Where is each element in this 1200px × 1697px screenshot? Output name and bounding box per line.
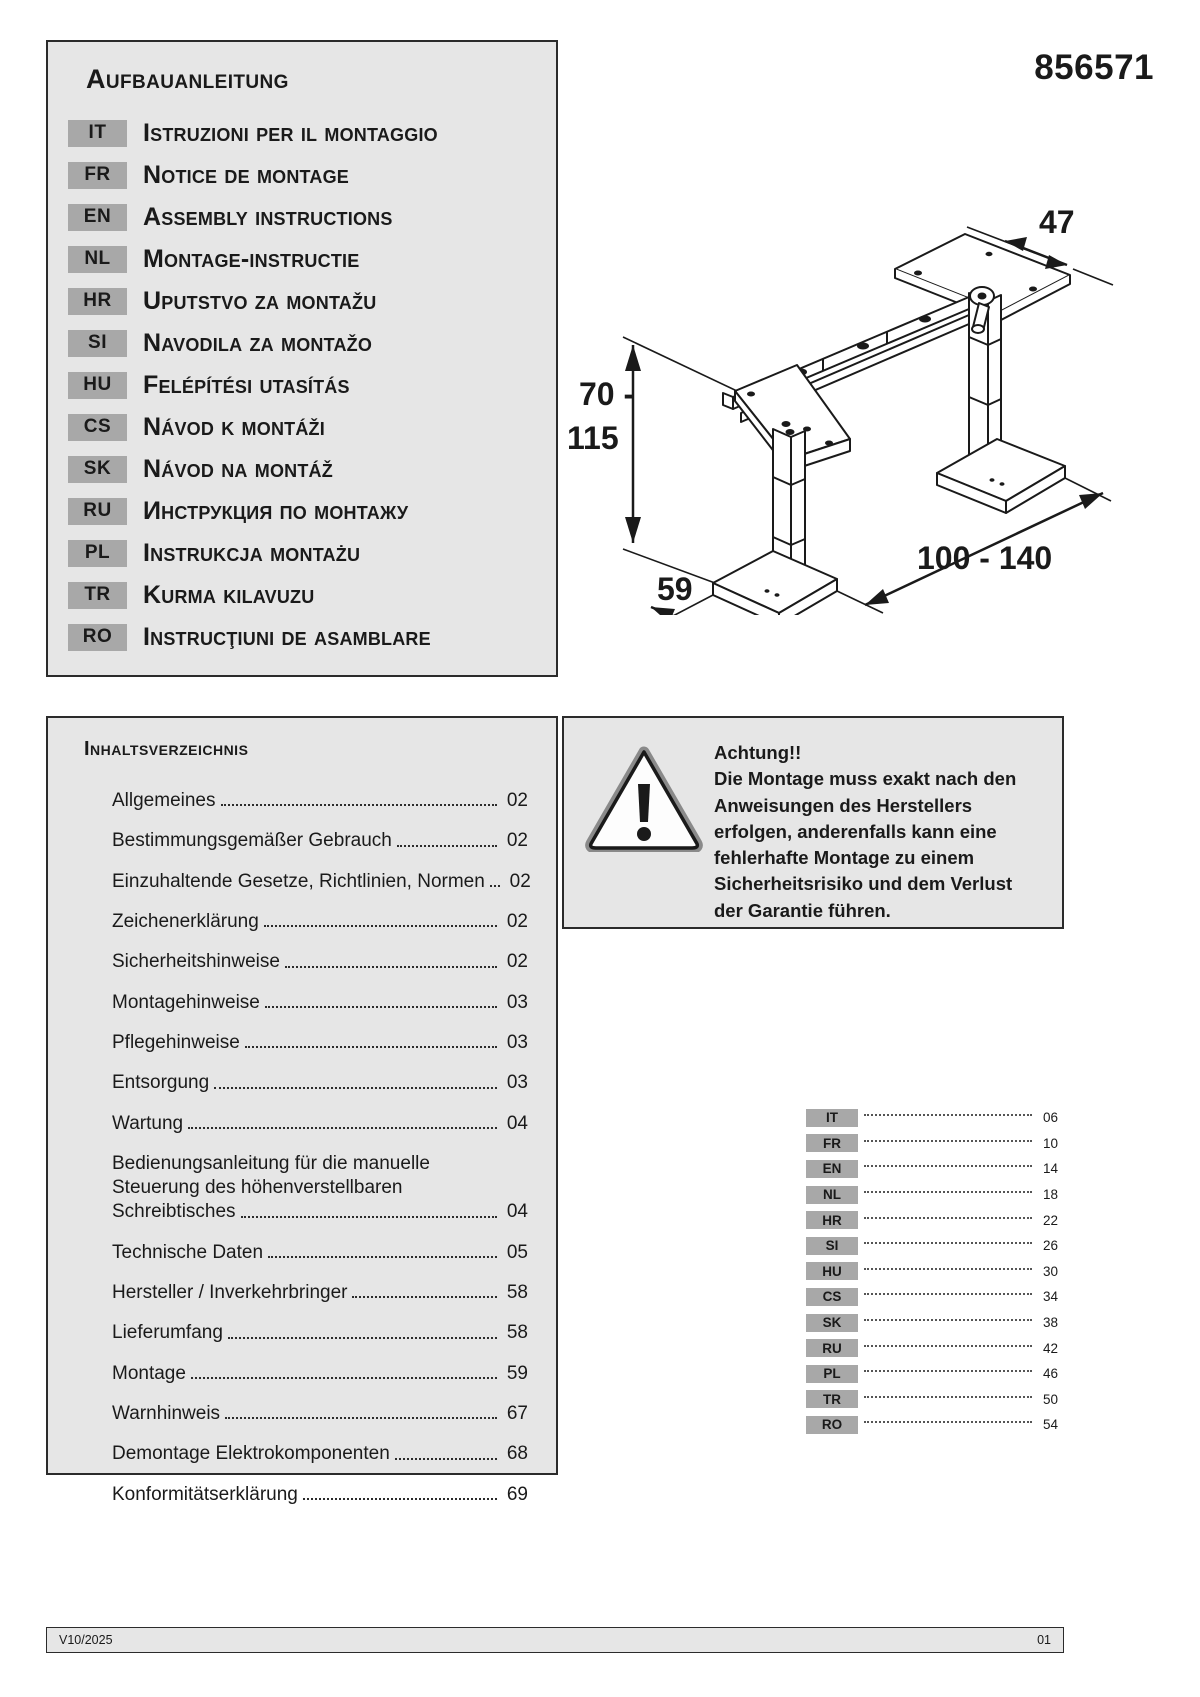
toc-item-page: 05 [506, 1241, 528, 1263]
language-title: Montage-instructie [143, 244, 360, 273]
language-index-leader-dots [864, 1140, 1032, 1142]
dimension-foot-depth: 59 [657, 571, 693, 607]
toc-item-label: Zeichenerklärung [112, 910, 259, 932]
toc-item[interactable] [112, 789, 528, 813]
warning-line-3: erfolgen, anderenfalls kann eine [714, 820, 997, 842]
language-row [68, 490, 536, 532]
language-index-leader-dots [864, 1370, 1032, 1372]
toc-item-label: Entsorgung [112, 1072, 210, 1094]
warning-panel [562, 716, 1064, 929]
toc-item[interactable] [112, 1241, 528, 1265]
language-index-leader-dots [864, 1217, 1032, 1219]
toc-item-label: Montagehinweise [112, 991, 260, 1013]
toc-item-label: Demontage Elektrokomponenten [112, 1443, 390, 1465]
header-panel [46, 40, 558, 677]
language-index-row[interactable] [806, 1182, 1058, 1208]
toc-item-label: Bestimmungsgemäßer Gebrauch [112, 830, 392, 852]
toc-leader-dots [285, 966, 497, 968]
language-index-row[interactable] [806, 1361, 1058, 1387]
toc-leader-dots [241, 1216, 497, 1218]
document-version: V10/2025 [59, 1633, 113, 1647]
toc-item[interactable] [112, 910, 528, 934]
toc-title: Inhaltsverzeichnis [84, 738, 249, 760]
table-of-contents-panel [46, 716, 558, 1505]
language-index-code-badge: HR [806, 1211, 858, 1229]
desk-frame-drawing [565, 185, 1165, 615]
language-index-page: 22 [1042, 1212, 1058, 1228]
warning-line-1: Die Montage muss exakt nach den [714, 768, 1017, 790]
language-index-page: 26 [1042, 1238, 1058, 1254]
language-title: Instrukcja montażu [143, 538, 361, 567]
toc-item-page: 02 [506, 951, 528, 973]
language-index-row[interactable] [806, 1233, 1058, 1259]
toc-item[interactable] [112, 1152, 528, 1225]
language-index-page: 50 [1042, 1391, 1058, 1407]
language-code-badge: HR [68, 288, 127, 315]
language-index-code-badge: HU [806, 1262, 858, 1280]
language-index-page: 38 [1042, 1315, 1058, 1331]
language-index-row[interactable] [806, 1310, 1058, 1336]
language-row [68, 448, 536, 490]
language-index-leader-dots [864, 1242, 1032, 1244]
language-index-page: 46 [1042, 1366, 1058, 1382]
language-index-code-badge: FR [806, 1134, 858, 1152]
toc-item-label: Lieferumfang [112, 1322, 223, 1344]
page-title: Aufbauanleitung [86, 64, 289, 94]
toc-leader-dots [191, 1377, 497, 1379]
toc-item-label: Wartung [112, 1112, 184, 1134]
toc-item-page: 02 [506, 910, 528, 932]
language-row [68, 532, 536, 574]
page-number: 01 [1037, 1633, 1051, 1647]
toc-item[interactable] [112, 1483, 528, 1507]
toc-leader-dots [188, 1127, 497, 1129]
language-title: Felépítési utasítás [143, 370, 350, 399]
toc-item[interactable] [112, 829, 528, 853]
toc-leader-dots [265, 1006, 497, 1008]
language-code-badge: NL [68, 246, 127, 273]
toc-item-page: 58 [506, 1282, 528, 1304]
language-code-badge: TR [68, 582, 127, 609]
warning-text [714, 736, 1016, 924]
toc-item-label: Pflegehinweise [112, 1031, 240, 1053]
language-code-badge: CS [68, 414, 127, 441]
toc-leader-dots [352, 1296, 497, 1298]
toc-leader-dots [221, 804, 498, 806]
warning-line-2: Anweisungen des Herstellers [714, 794, 973, 816]
warning-line-6: der Garantie führen. [714, 899, 891, 921]
language-code-badge: PL [68, 540, 127, 567]
toc-item-page: 03 [506, 991, 528, 1013]
toc-item-label: Warnhinweis [112, 1403, 221, 1424]
language-index-code-badge: PL [806, 1365, 858, 1383]
toc-item-label: Sicherheitshinweise [112, 951, 280, 973]
language-index-leader-dots [864, 1191, 1032, 1193]
language-code-badge: HU [68, 372, 127, 399]
language-index-leader-dots [864, 1268, 1032, 1270]
toc-leader-dots [214, 1087, 497, 1089]
toc-item-page: 02 [509, 870, 531, 892]
language-title: Assembly instructions [143, 202, 393, 231]
toc-item-page: 68 [506, 1443, 528, 1465]
toc-item-page: 59 [506, 1362, 528, 1384]
toc-item[interactable] [112, 1321, 528, 1345]
toc-item-page: 03 [506, 1031, 528, 1053]
language-row [68, 112, 536, 154]
language-index-page: 18 [1042, 1187, 1058, 1203]
language-row [68, 616, 536, 658]
language-row [68, 322, 536, 364]
language-index-row[interactable] [806, 1259, 1058, 1285]
language-row [68, 196, 536, 238]
toc-leader-dots [303, 1498, 497, 1500]
toc-item-label: Montage [112, 1362, 186, 1384]
toc-item-page: 67 [506, 1403, 528, 1424]
toc-item-label-line: Steuerung des höhenverstellbaren [112, 1177, 403, 1199]
dimension-depth: 47 [1039, 204, 1075, 240]
language-index-code-badge: RU [806, 1339, 858, 1357]
toc-leader-dots [397, 845, 497, 847]
language-index-leader-dots [864, 1345, 1032, 1347]
toc-leader-dots [264, 925, 497, 927]
language-title: Kurma kilavuzu [143, 580, 315, 609]
warning-line-5: Sicherheitsrisiko und dem Verlust [714, 873, 1013, 895]
language-index-row[interactable] [806, 1335, 1058, 1361]
toc-item-label: Konformitätserklärung [112, 1483, 298, 1505]
warning-triangle-icon [584, 736, 714, 857]
language-index-code-badge: IT [806, 1109, 858, 1127]
language-title: Návod k montáži [143, 412, 325, 441]
toc-item[interactable] [112, 1112, 528, 1136]
language-code-badge: SK [68, 456, 127, 483]
language-title: Uputstvo za montažu [143, 286, 377, 315]
language-index-row[interactable] [806, 1105, 1058, 1131]
language-index-leader-dots [864, 1293, 1032, 1295]
language-row [68, 364, 536, 406]
language-index-row[interactable] [806, 1207, 1058, 1233]
language-page-index [806, 1105, 1058, 1438]
language-index-page: 54 [1042, 1417, 1058, 1433]
toc-item-label: Einzuhaltende Gesetze, Richtlinien, Normen [112, 870, 485, 892]
toc-item-page: 69 [506, 1483, 528, 1505]
toc-item-label: Technische Daten [112, 1241, 264, 1263]
language-row [68, 154, 536, 196]
language-title: Istruzioni per il montaggio [143, 118, 438, 147]
toc-list [112, 789, 531, 1507]
toc-item-page: 58 [506, 1322, 528, 1344]
language-index-row[interactable] [806, 1284, 1058, 1310]
warning-heading: Achtung!! [714, 742, 802, 763]
language-index-code-badge: SK [806, 1314, 858, 1332]
toc-item[interactable] [112, 1031, 528, 1055]
language-row [68, 238, 536, 280]
language-index-page: 10 [1042, 1135, 1058, 1151]
toc-item[interactable] [112, 991, 528, 1015]
language-index-code-badge: EN [806, 1160, 858, 1178]
toc-item-label: Hersteller / Inverkehrbringer [112, 1282, 348, 1304]
language-title-list [68, 112, 536, 658]
language-title: Návod na montáž [143, 454, 333, 483]
language-code-badge: FR [68, 162, 127, 189]
language-index-code-badge: CS [806, 1288, 858, 1306]
toc-item-label-line: Bedienungsanleitung für die manuelle [112, 1152, 430, 1174]
language-index-page: 42 [1042, 1340, 1058, 1356]
toc-item-label: Schreibtisches [112, 1201, 236, 1223]
toc-item[interactable] [112, 1442, 528, 1466]
language-code-badge: IT [68, 120, 127, 147]
language-index-code-badge: NL [806, 1186, 858, 1204]
toc-item[interactable] [112, 1071, 528, 1095]
language-index-leader-dots [864, 1114, 1032, 1116]
language-code-badge: SI [68, 330, 127, 357]
toc-item[interactable] [112, 1362, 528, 1386]
language-index-page: 34 [1042, 1289, 1058, 1305]
language-index-code-badge: SI [806, 1237, 858, 1255]
dimension-height-line2: 115 [567, 420, 619, 456]
language-title: Notice de montage [143, 160, 350, 189]
language-index-row[interactable] [806, 1412, 1058, 1438]
language-code-badge: EN [68, 204, 127, 231]
language-index-leader-dots [864, 1396, 1032, 1398]
language-title: Navodila za montažo [143, 328, 373, 357]
language-row [68, 406, 536, 448]
toc-item[interactable] [112, 950, 528, 974]
language-index-code-badge: TR [806, 1390, 858, 1408]
toc-item-page: 04 [506, 1112, 528, 1134]
language-row [68, 574, 536, 616]
language-index-page: 30 [1042, 1263, 1058, 1279]
language-index-page: 14 [1042, 1161, 1058, 1177]
toc-item-page: 02 [506, 830, 528, 852]
toc-item[interactable] [112, 1281, 528, 1305]
toc-leader-dots [228, 1337, 497, 1339]
language-title: Инструкция по монтажу [143, 496, 409, 525]
toc-leader-dots [268, 1256, 497, 1258]
toc-leader-dots [245, 1046, 497, 1048]
toc-item[interactable] [112, 1402, 528, 1426]
language-code-badge: RU [68, 498, 127, 525]
toc-leader-dots [395, 1458, 497, 1460]
language-index-page: 06 [1042, 1110, 1058, 1126]
toc-item-page: 03 [506, 1072, 528, 1094]
toc-item-label: Allgemeines [112, 790, 216, 811]
language-index-leader-dots [864, 1421, 1032, 1423]
toc-item[interactable] [112, 870, 531, 894]
toc-item-page: 04 [506, 1201, 528, 1223]
page-footer [46, 1627, 1064, 1653]
language-code-badge: RO [68, 624, 127, 651]
language-index-leader-dots [864, 1165, 1032, 1167]
language-index-code-badge: RO [806, 1416, 858, 1434]
language-row [68, 280, 536, 322]
dimension-height-line1: 70 - [579, 376, 635, 412]
product-number: 856571 [1034, 48, 1154, 87]
language-title: Instrucţiuni de asamblare [143, 622, 431, 651]
language-index-leader-dots [864, 1319, 1032, 1321]
language-index-row[interactable] [806, 1156, 1058, 1182]
toc-item-page: 02 [506, 790, 528, 811]
language-index-row[interactable] [806, 1131, 1058, 1157]
toc-leader-dots [225, 1417, 497, 1419]
language-index-row[interactable] [806, 1387, 1058, 1413]
toc-leader-dots [490, 885, 500, 887]
dimension-width: 100 - 140 [917, 540, 1053, 576]
warning-line-4: fehlerhafte Montage zu einem [714, 847, 975, 869]
